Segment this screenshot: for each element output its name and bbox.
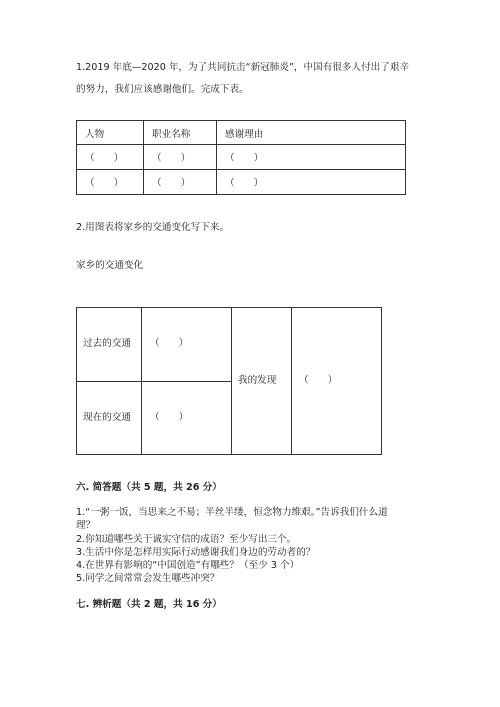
question-1-text-line2: 的努力，我们应该感谢他们。完成下表。 [76, 84, 249, 95]
gratitude-table [76, 120, 406, 195]
list-item: 5.同学之间常常会发生哪些冲突？ [76, 573, 220, 584]
question-2-text: 2.用图表将家乡的交通变化写下来。 [76, 222, 230, 233]
table-header-person: 人物 [77, 121, 144, 145]
table-cell-blank[interactable]: （ ） [77, 170, 144, 195]
current-traffic-blank[interactable]: （ ） [150, 412, 189, 423]
divider [291, 307, 292, 455]
question-1-text-line1: 1.2019 年底—2020 年，为了共同抗击“新冠肺炎”，中国有很多人付出了艰辛 [76, 62, 410, 73]
table-cell-blank[interactable]: （ ） [144, 170, 217, 195]
table-header-occupation: 职业名称 [144, 121, 217, 145]
past-traffic-label: 过去的交通 [83, 338, 131, 349]
table-header-reason: 感谢理由 [217, 121, 406, 145]
my-finding-label: 我的发现 [238, 375, 277, 386]
list-item: 1.“一粥一饭，当思来之不易；半丝半缕，恒念物力维艰。”告诉我们什么道 [76, 507, 388, 518]
table-cell-blank[interactable]: （ ） [144, 145, 217, 170]
list-item: 3.生活中你是怎样用实际行动感谢我们身边的劳动者的？ [76, 547, 316, 558]
list-item: 2.你知道哪些关于诚实守信的成语？至少写出三个。 [76, 534, 297, 545]
section-7-title: 七. 辨析题（共 2 题，共 16 分） [76, 599, 222, 610]
my-finding-blank[interactable]: （ ） [299, 375, 338, 386]
past-traffic-blank[interactable]: （ ） [150, 338, 189, 349]
section-6-title: 六. 简答题（共 5 题，共 26 分） [76, 482, 222, 493]
divider [76, 381, 231, 382]
current-traffic-label: 现在的交通 [83, 412, 131, 423]
table-row [77, 170, 406, 195]
list-item: 理？ [76, 520, 96, 531]
table-row [77, 145, 406, 170]
table-cell-blank[interactable]: （ ） [217, 170, 406, 195]
list-item: 4.在世界有影响的“中国创造”有哪些？（至少 3 个） [76, 560, 300, 571]
divider [231, 307, 232, 455]
traffic-chart-title: 家乡的交通变化 [76, 260, 144, 271]
table-cell-blank[interactable]: （ ） [217, 145, 406, 170]
table-cell-blank[interactable]: （ ） [77, 145, 144, 170]
